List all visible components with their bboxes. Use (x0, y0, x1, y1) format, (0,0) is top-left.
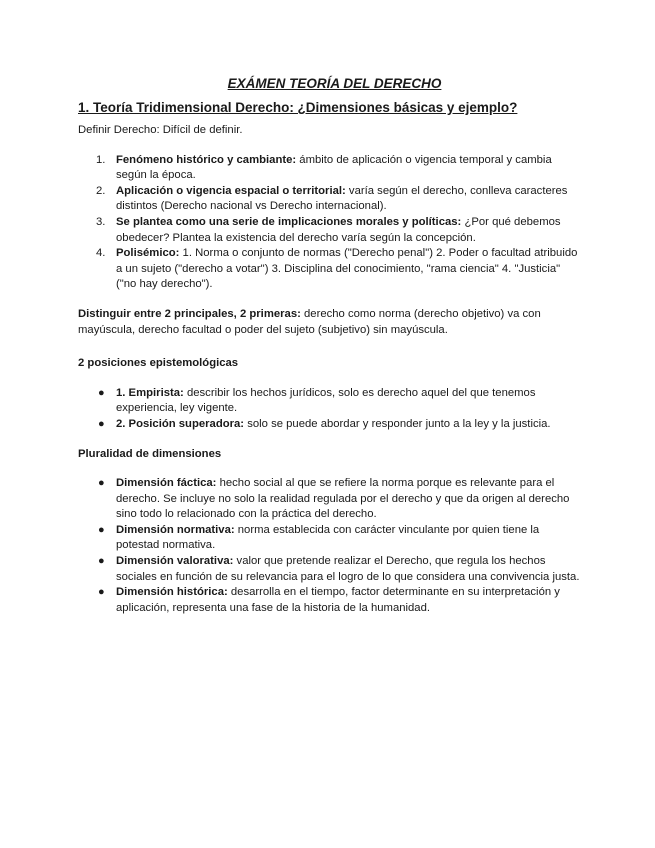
list-item (78, 386, 583, 417)
item-term: Dimensión fáctica: (116, 477, 217, 490)
list-item (78, 585, 583, 616)
list-item (78, 215, 583, 246)
bullet-icon: ● (98, 586, 105, 599)
bullet-icon: ● (98, 555, 105, 568)
item-term: 2. Posición superadora: (116, 417, 245, 430)
distinguish-text: derecho como norma (derecho objetivo) va con mayúscula, derecho facultad o poder del sujeto (subjetivo) sin mayúscula. (78, 307, 541, 336)
epistemic-heading: 2 posiciones epistemológicas (78, 357, 239, 370)
item-term: 1. Empirista: (116, 386, 184, 399)
bullet-icon: ● (98, 477, 105, 490)
bullet-icon: ● (98, 386, 105, 399)
document-title: EXÁMEN TEORÍA DEL DERECHO (227, 76, 442, 91)
list-item (78, 554, 583, 585)
item-text: hecho social al que se refiere la norma porque es relevante para el derecho. Se incluye no solo la realidad regulada por el derecho y que da origen al derecho sino todo lo relacionado con la práctica del derecho. (116, 477, 570, 521)
item-text: ámbito de aplicación o vigencia temporal y cambia según la época. (116, 153, 552, 182)
item-term: Dimensión histórica: (116, 586, 228, 599)
item-term: Aplicación o vigencia espacial o territorial: (116, 184, 346, 197)
distinguish-term: Distinguir entre 2 principales, 2 primeras: (78, 307, 301, 320)
plurality-heading: Pluralidad de dimensiones (78, 447, 222, 460)
item-term: Fenómeno histórico y cambiante: (116, 153, 297, 166)
item-text: ¿Por qué debemos obedecer? Plantea la existencia del derecho varía según la concepción. (116, 215, 561, 244)
list-item (78, 523, 583, 554)
intro-paragraph: Definir Derecho: Difícil de definir. (78, 124, 243, 136)
item-text: valor que pretende realizar el Derecho, que regula los hechos sociales en función de su relevancia para el logro de lo que considera una convivencia justa. (116, 555, 580, 583)
item-text: solo se puede abordar y responder junto a la ley y la justicia. (244, 417, 551, 430)
numbered-list (78, 153, 583, 293)
item-term: Polisémico: (116, 247, 180, 260)
distinguish-paragraph (78, 307, 583, 338)
list-item (78, 153, 583, 184)
bullet-icon: ● (98, 523, 105, 536)
item-text: desarrolla en el tiempo, factor determinante en su interpretación y aplicación, representa una fase de la historia de la humanidad. (116, 586, 560, 614)
item-term: Se plantea como una serie de implicaciones morales y políticas: (116, 215, 462, 228)
list-marker: 4. (96, 247, 106, 260)
list-marker: 1. (96, 153, 106, 166)
item-text: 1. Norma o conjunto de normas ("Derecho penal") 2. Poder o facultad atribuido a un sujeto ("derecho a votar") 3. Disciplina del conocimiento, "rama ciencia" 4. "Justicia" ("no hay derecho"). (116, 247, 578, 291)
list-item (78, 246, 583, 293)
list-item (78, 184, 583, 215)
item-text: norma establecida con carácter vinculante por quien tiene la potestad normativa. (116, 523, 540, 552)
item-term: Dimensión normativa: (116, 523, 235, 536)
epistemic-list (78, 386, 583, 433)
bullet-icon: ● (98, 417, 105, 430)
dimension-list (78, 476, 583, 616)
item-text: describir los hechos jurídicos, solo es derecho aquel del que tenemos experiencia, ley vigente. (116, 386, 536, 415)
item-text: varía según el derecho, conlleva caracteres distintos (Derecho nacional vs Derecho internacional). (116, 184, 568, 213)
section-heading: 1. Teoría Tridimensional Derecho: ¿Dimensiones básicas y ejemplo? (78, 100, 518, 115)
list-marker: 2. (96, 184, 106, 197)
document-page (78, 75, 583, 616)
item-term: Dimensión valorativa: (116, 555, 234, 568)
list-marker: 3. (96, 215, 106, 228)
list-item (78, 417, 583, 433)
list-item (78, 476, 583, 523)
